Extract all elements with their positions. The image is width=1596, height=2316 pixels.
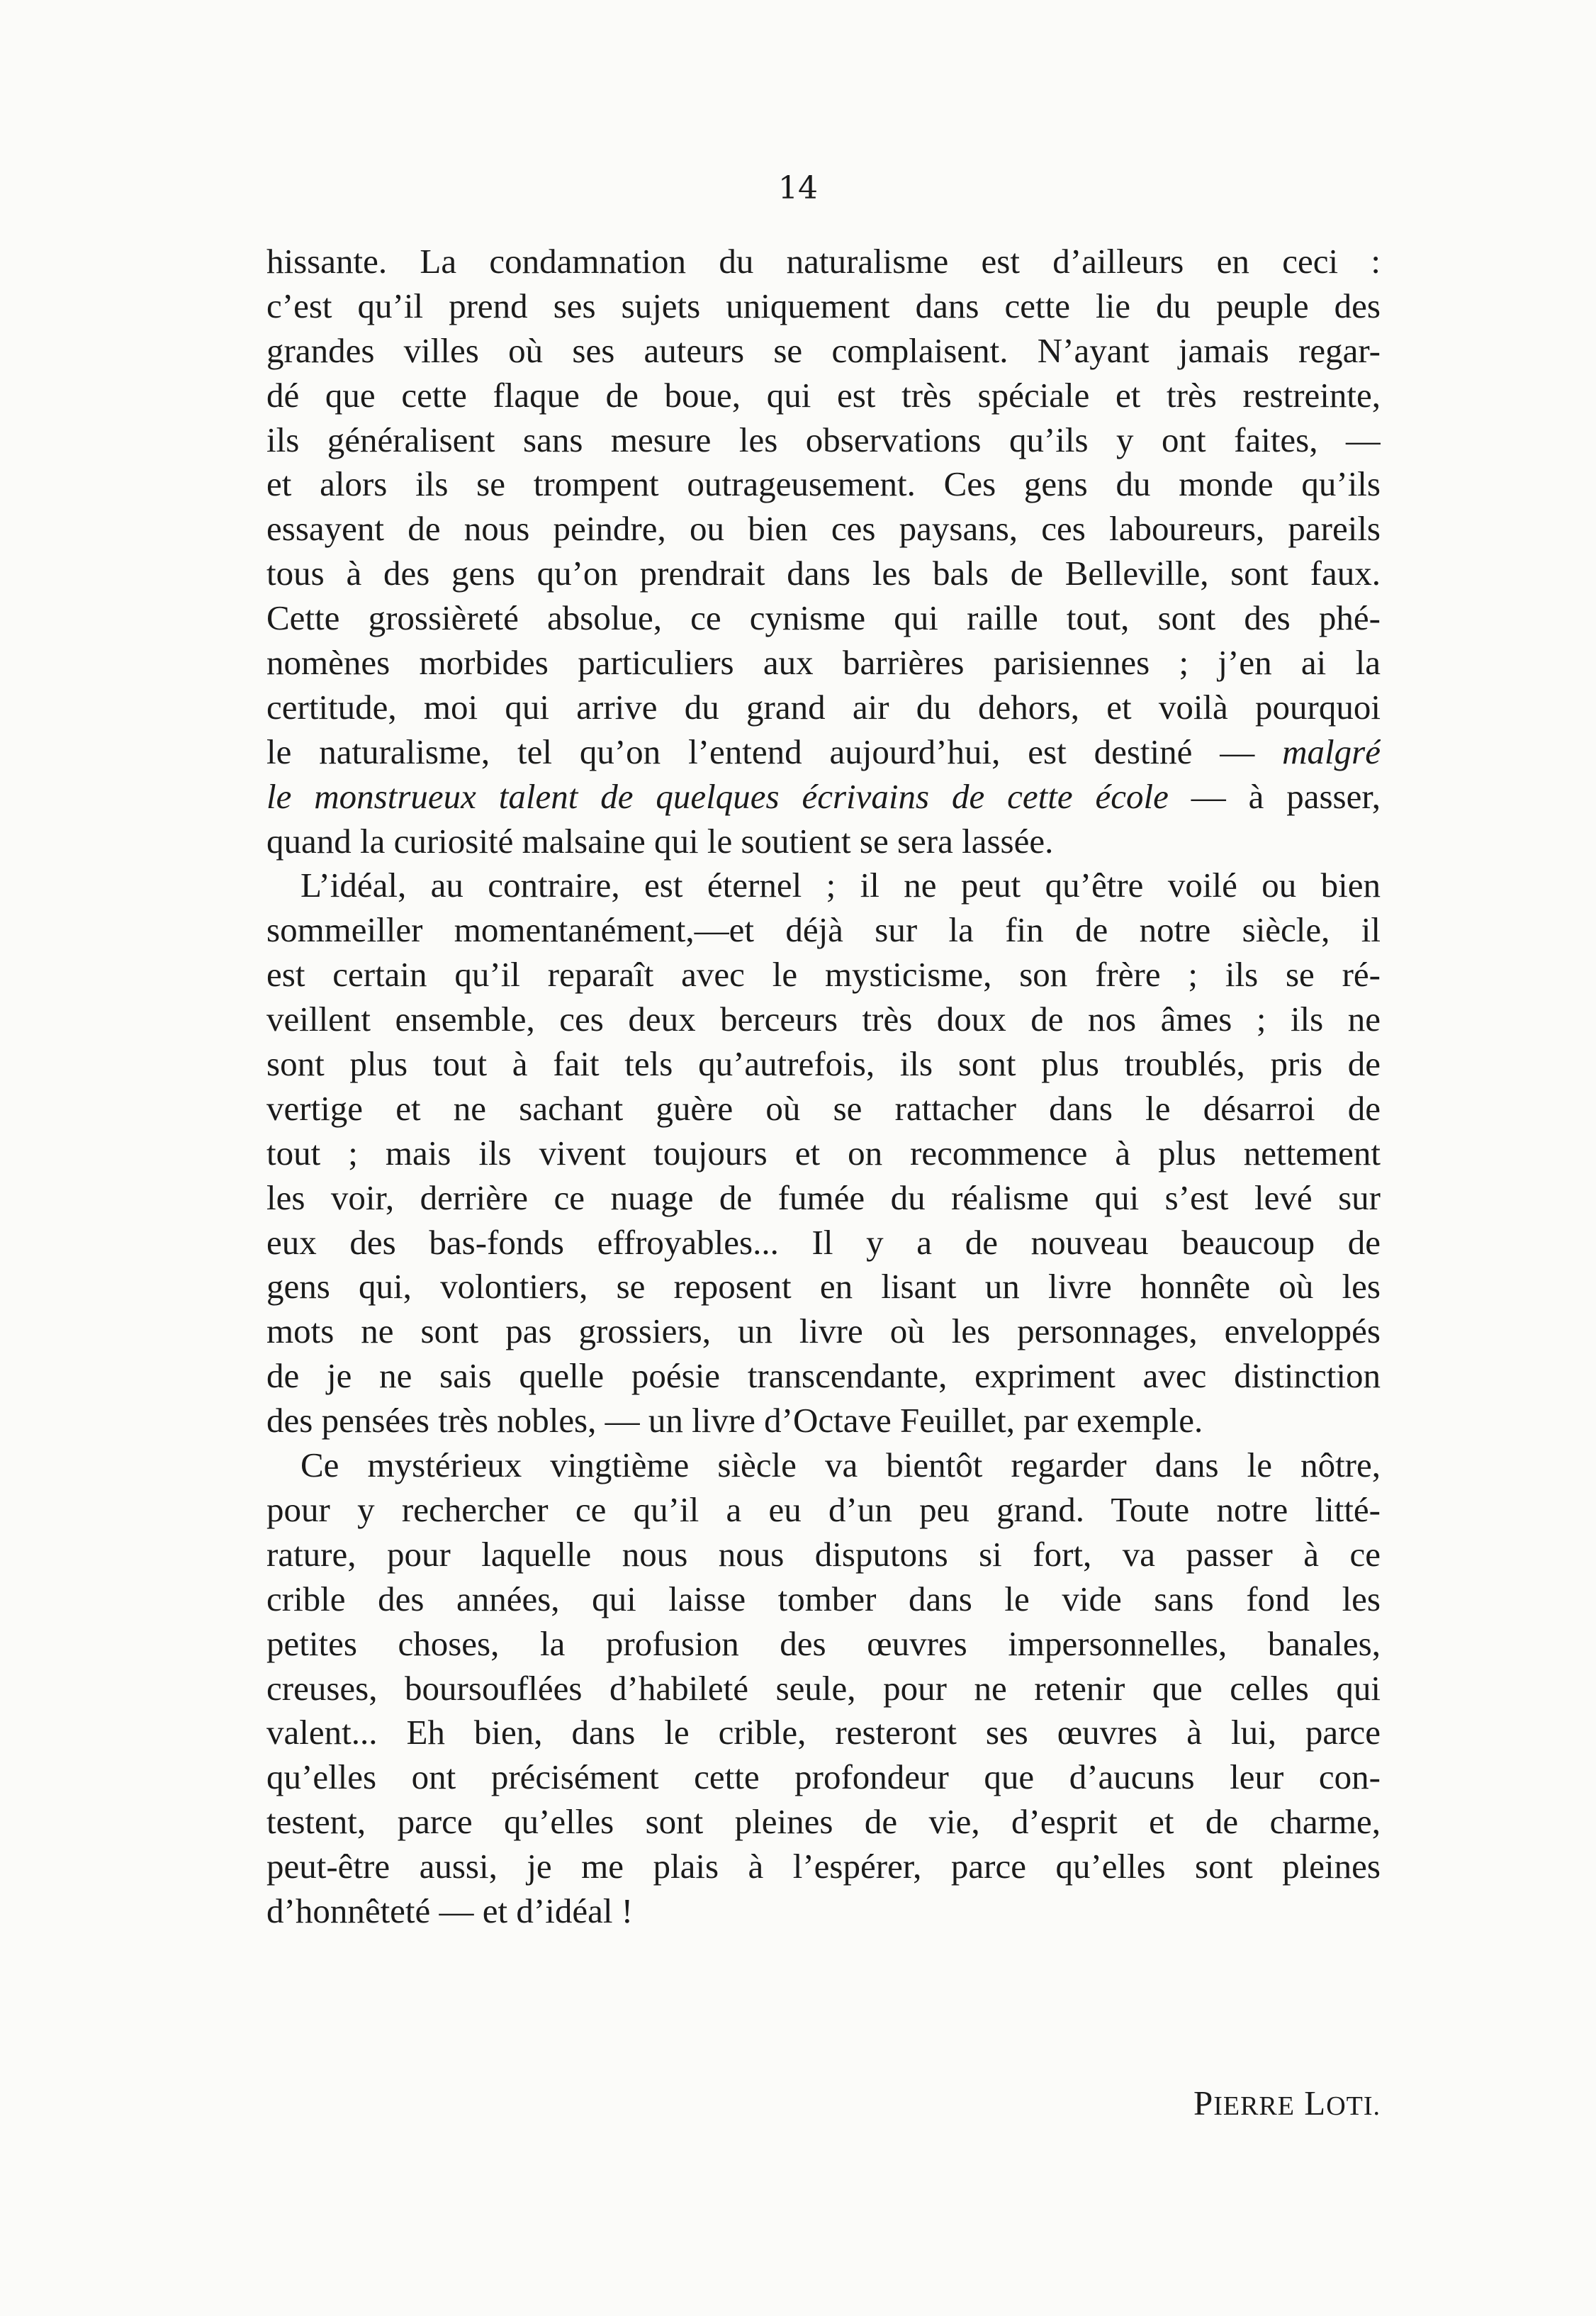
text-line: petites choses, la profusion des œuvres impersonnelles, banales, — [266, 1623, 1381, 1663]
signature-small-caps: IERRE — [1213, 2091, 1295, 2121]
text-line: valent... Eh bien, dans le crible, resteront ses œuvres à lui, parce — [266, 1713, 1381, 1752]
text-line: d’honnêteté — et d’idéal ! — [266, 1891, 634, 1930]
text-line: tout ; mais ils vivent toujours et on recommence à plus nettement — [266, 1133, 1381, 1173]
text-line: L’idéal, au contraire, est éternel ; il ne peut qu’être voilé ou bien — [300, 866, 1381, 905]
signature-initial: P — [1193, 2083, 1214, 2122]
paragraph-2 — [266, 863, 1381, 1443]
text-line: dé que cette flaque de boue, qui est très spéciale et très restreinte, — [266, 375, 1381, 415]
text-line-mixed — [266, 730, 1381, 775]
italic-segment: malgré — [1282, 732, 1381, 771]
text-line: qu’elles ont précisément cette profondeur que d’aucuns leur con- — [266, 1757, 1381, 1797]
text-line: vertige et ne sachant guère où se rattacher dans le désarroi de — [266, 1088, 1381, 1128]
text-line: quand la curiosité malsaine qui le soutient se sera lassée. — [266, 821, 1054, 861]
text-line: sont plus tout à fait tels qu’autrefois, ils sont plus troublés, pris de — [266, 1044, 1381, 1084]
text-line: Ce mystérieux vingtième siècle va bientôt regarder dans le nôtre, — [300, 1445, 1381, 1485]
text-line: hissante. La condamnation du naturalisme est d’ailleurs en ceci : — [266, 242, 1381, 281]
text-line: certitude, moi qui arrive du grand air du dehors, et voilà pourquoi — [266, 687, 1381, 727]
text-line: nomènes morbides particuliers aux barrières parisiennes ; j’en ai la — [266, 643, 1381, 683]
text-line: et alors ils se trompent outrageusement. Ces gens du monde qu’ils — [266, 464, 1381, 504]
text-line-mixed — [266, 775, 1381, 819]
page-number: 14 — [778, 170, 818, 206]
text-line: est certain qu’il reparaît avec le mysticisme, son frère ; ils se ré- — [266, 955, 1381, 995]
text-line: gens qui, volontiers, se reposent en lisant un livre honnête où les — [266, 1267, 1381, 1307]
text-line: des pensées très nobles, — un livre d’Octave Feuillet, par exemple. — [266, 1401, 1203, 1440]
paragraph-1 — [266, 240, 1381, 863]
text-line: veillent ensemble, ces deux berceurs très doux de nos âmes ; ils ne — [266, 1000, 1381, 1039]
text-line: grandes villes où ses auteurs se complaisent. N’ayant jamais regar- — [266, 330, 1381, 370]
author-signature — [1113, 2081, 1381, 2128]
text-line: rature, pour laquelle nous nous disputons si fort, va passer à ce — [266, 1534, 1381, 1574]
paragraph-3 — [266, 1443, 1381, 1934]
text-line: creuses, boursouflées d’habileté seule, pour ne retenir que celles qui — [266, 1668, 1381, 1708]
text-line: de je ne sais quelle poésie transcendante, expriment avec distinction — [266, 1356, 1381, 1396]
text-line: ils généralisent sans mesure les observations qu’ils y ont faites, — — [266, 420, 1381, 459]
signature-initial: L — [1304, 2083, 1327, 2122]
signature-small-caps: OTI. — [1326, 2091, 1381, 2121]
text-line: essayent de nous peindre, ou bien ces paysans, ces laboureurs, pareils — [266, 509, 1381, 549]
text-line: testent, parce qu’elles sont pleines de vie, d’esprit et de charme, — [266, 1802, 1381, 1842]
text-line: peut-être aussi, je me plais à l’espérer, parce qu’elles sont pleines — [266, 1847, 1381, 1886]
text-segment: le naturalisme, tel qu’on l’entend aujourd’hui, est destiné — — [266, 732, 1283, 771]
text-line: tous à des gens qu’on prendrait dans les bals de Belleville, sont faux. — [266, 554, 1381, 593]
text-line: mots ne sont pas grossiers, un livre où les personnages, enveloppés — [266, 1311, 1381, 1351]
text-line: c’est qu’il prend ses sujets uniquement dans cette lie du peuple des — [266, 286, 1381, 325]
italic-segment: le monstrueux talent de quelques écrivains de cette école — [266, 776, 1169, 816]
text-line: pour y rechercher ce qu’il a eu d’un peu grand. Toute notre litté- — [266, 1489, 1381, 1529]
text-line: eux des bas-fonds effroyables... Il y a de nouveau beaucoup de — [266, 1222, 1381, 1262]
text-line: Cette grossièreté absolue, ce cynisme qui raille tout, sont des phé- — [266, 598, 1381, 638]
body-text — [266, 240, 1381, 1934]
text-line: les voir, derrière ce nuage de fumée du réalisme qui s’est levé sur — [266, 1177, 1381, 1217]
text-line: crible des années, qui laisse tomber dans le vide sans fond les — [266, 1579, 1381, 1618]
text-segment: — à passer, — [1168, 776, 1381, 816]
text-line: sommeiller momentanément,—et déjà sur la fin de notre siècle, il — [266, 910, 1381, 950]
